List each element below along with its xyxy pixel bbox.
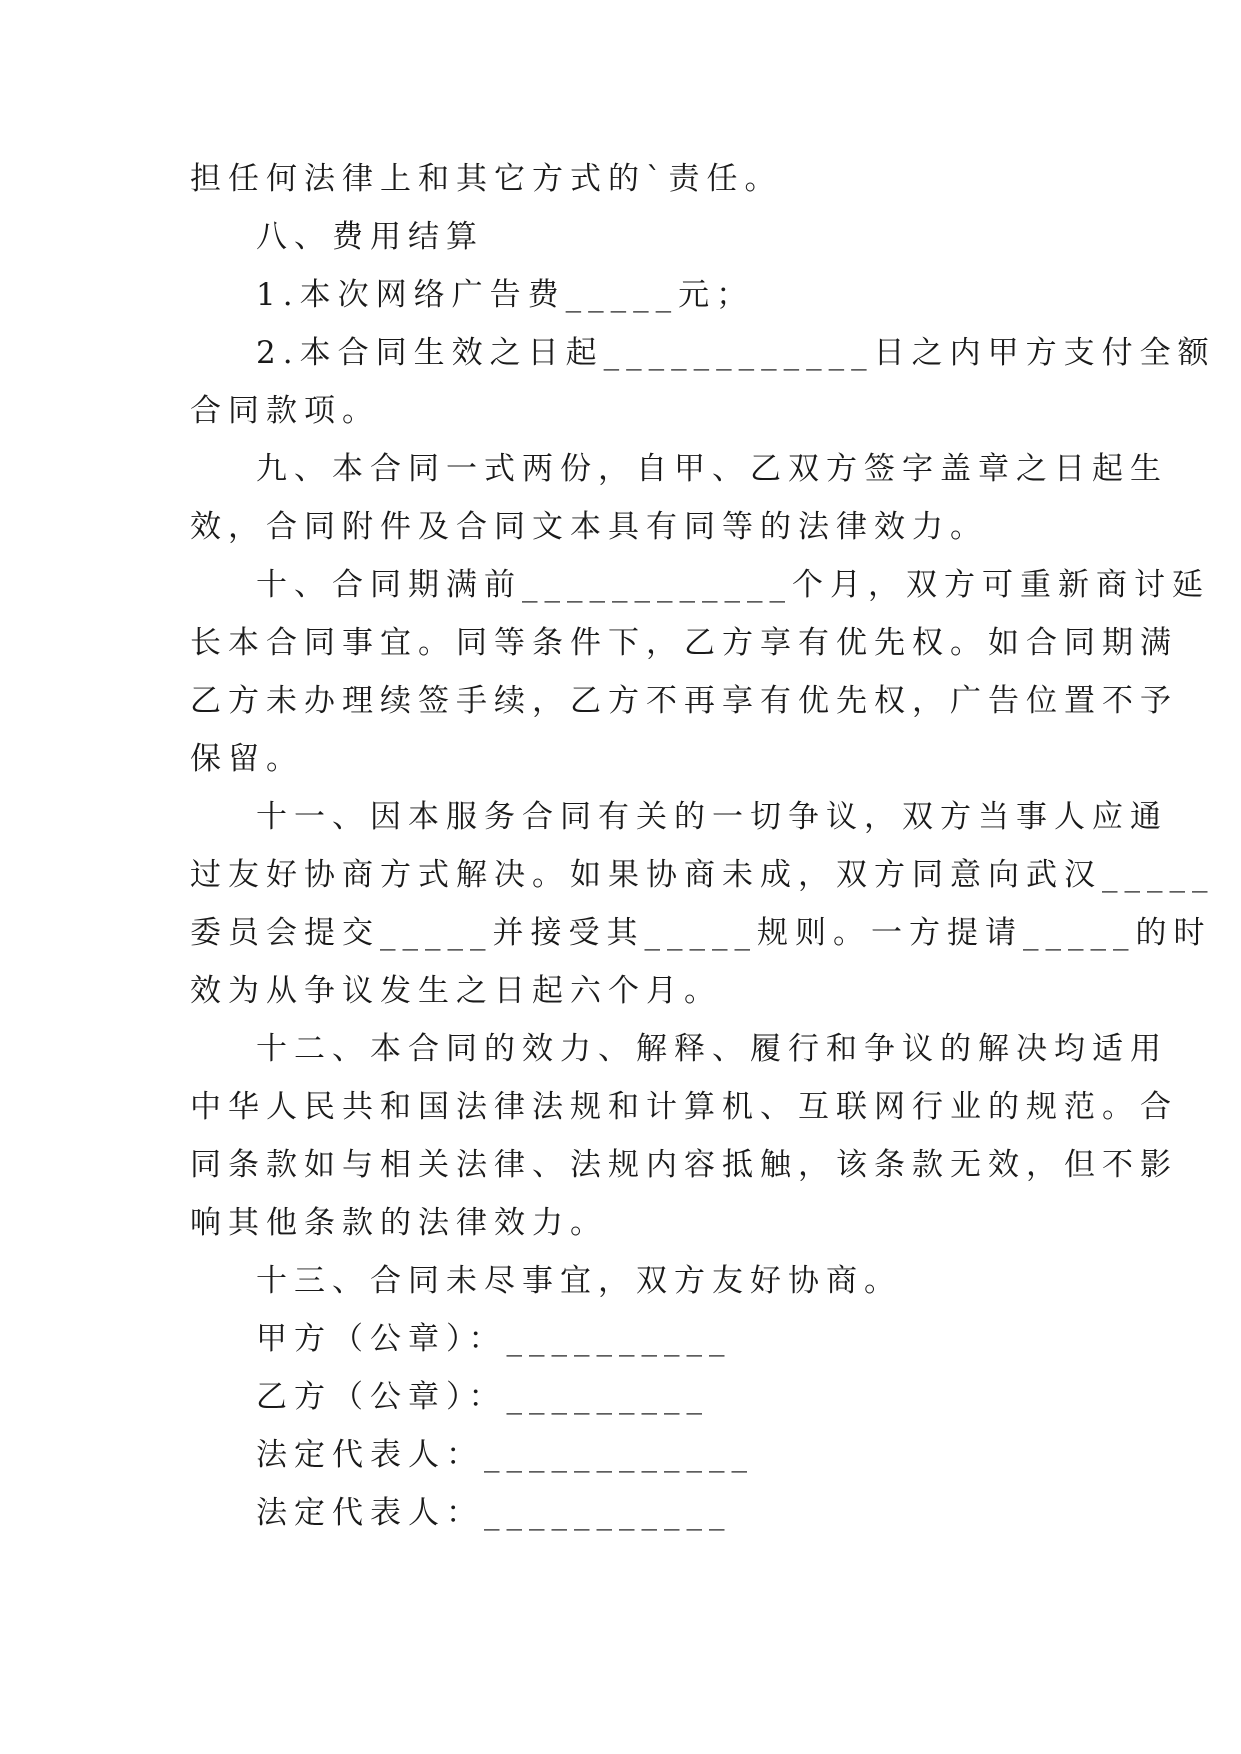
- text-line: 中华人民共和国法律法规和计算机、互联网行业的规范。合: [190, 1089, 1178, 1125]
- section-heading-fees: 八、费用结算: [256, 219, 484, 255]
- party-b-seal-line: 乙方（公章）：_________: [256, 1379, 709, 1415]
- text-line: 响其他条款的法律效力。: [190, 1205, 608, 1241]
- text-line: 十三、合同未尽事宜，双方友好协商。: [256, 1263, 902, 1299]
- text-line: 长本合同事宜。同等条件下，乙方享有优先权。如合同期满: [190, 625, 1178, 661]
- party-a-seal-line: 甲方（公章）：__________: [256, 1321, 732, 1357]
- text-line: 担任何法律上和其它方式的`责任。: [190, 161, 783, 197]
- text-line: 委员会提交_____并接受其_____规则。一方提请_____的时: [190, 915, 1212, 951]
- text-line: 十二、本合同的效力、解释、履行和争议的解决均适用: [256, 1031, 1168, 1067]
- text-line: 九、本合同一式两份，自甲、乙双方签字盖章之日起生: [256, 451, 1168, 487]
- text-line: 2.本合同生效之日起____________日之内甲方支付全额: [256, 335, 1216, 371]
- text-line: 保留。: [190, 741, 304, 777]
- text-line: 十一、因本服务合同有关的一切争议，双方当事人应通: [256, 799, 1168, 835]
- text-line: 效，合同附件及合同文本具有同等的法律效力。: [190, 509, 988, 545]
- text-line: 1.本次网络广告费_____元；: [256, 277, 755, 313]
- text-line: 十、合同期满前____________个月，双方可重新商讨延: [256, 567, 1210, 603]
- text-line: 合同款项。: [190, 393, 380, 429]
- legal-representative-line: 法定代表人：____________: [256, 1437, 754, 1473]
- text-line: 效为从争议发生之日起六个月。: [190, 973, 722, 1009]
- text-line: 乙方未办理续签手续，乙方不再享有优先权，广告位置不予: [190, 683, 1178, 719]
- text-line: 同条款如与相关法律、法规内容抵触，该条款无效，但不影: [190, 1147, 1178, 1183]
- document-page: [190, 150, 1216, 1542]
- legal-representative-line: 法定代表人：___________: [256, 1495, 732, 1531]
- text-line: 过友好协商方式解决。如果协商未成，双方同意向武汉_____: [190, 857, 1215, 893]
